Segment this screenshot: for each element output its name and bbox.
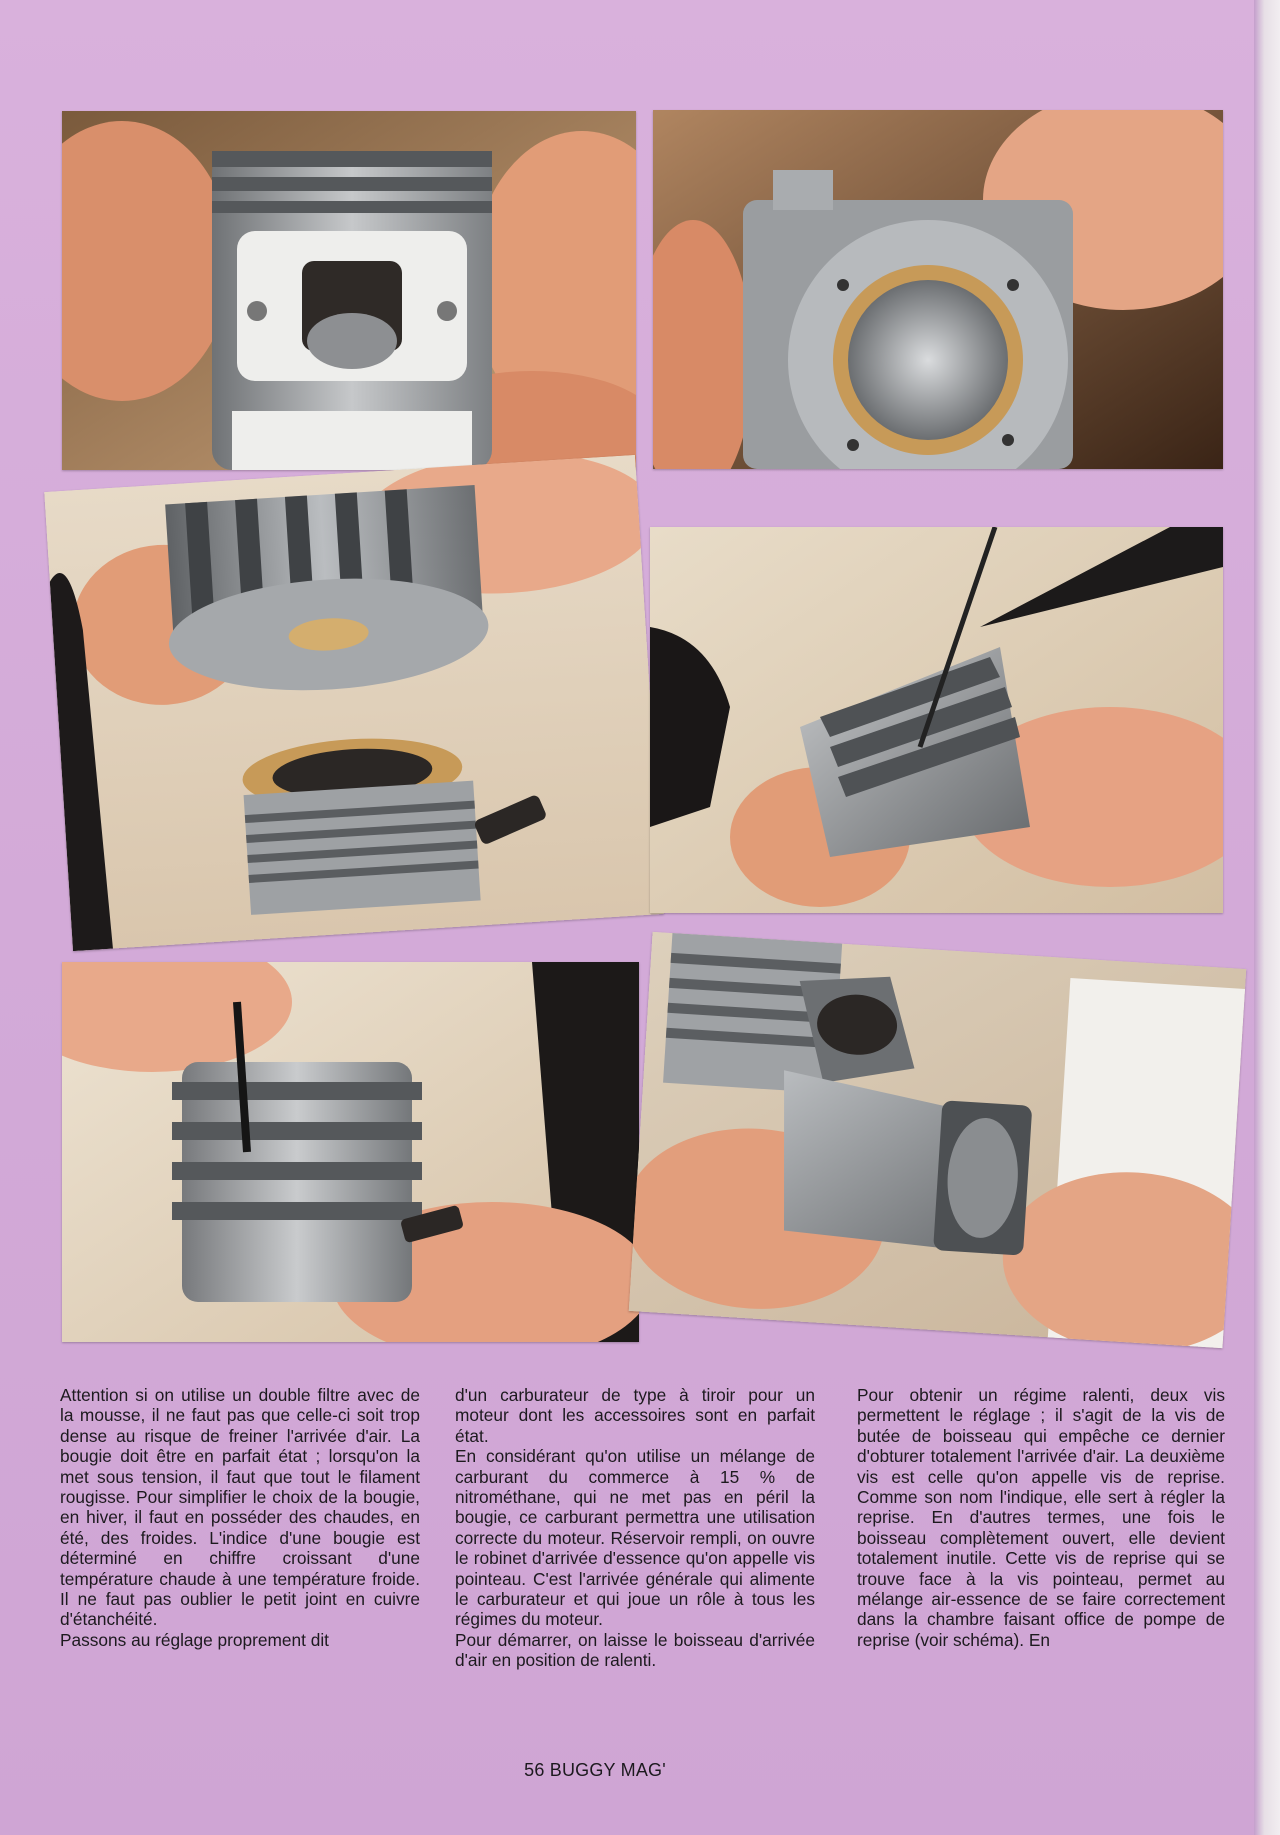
text-column-3 <box>857 1385 1225 1650</box>
photo-head-hex-key <box>62 962 639 1342</box>
paragraph: Pour obtenir un régime ralenti, deux vis permettent le réglage ; il s'agit de la vis de butée de boisseau qui empêche ce dernier d'obturer totalement l'arrivée d'air. La deuxième vis est celle qu'on appelle vis de reprise. Comme son nom l'indique, elle sert à régler la reprise. En d'autres termes, une fois le boisseau complètement ouvert, elle devient totalement inutile. Cette vis de reprise qui se trouve face à la vis pointeau, permet au mélange air-essence de se faire correctement dans la chambre faisant office de pompe de reprise (voir schéma). En <box>857 1385 1225 1650</box>
text-column-2 <box>455 1385 815 1671</box>
page-edge <box>1254 0 1280 1835</box>
photo-head-screwdriver <box>650 527 1223 913</box>
page-number-label: 56 BUGGY MAG' <box>524 1760 666 1780</box>
paragraph: En considérant qu'on utilise un mélange de carburant du commerce à 15 % de nitrométhane, qui ne met pas en péril la bougie, ce carburant permettra une utilisation correcte du moteur. Réservoir rempli, on ouvre le robinet d'arrivée d'essence qu'on appelle vis pointeau. C'est l'arrivée générale qui alimente le carburateur et qui joue un rôle à tous les régimes du moteur. <box>455 1446 815 1630</box>
photo-cylinder-gasket <box>62 111 636 470</box>
photo-head-and-cylinder <box>44 455 664 951</box>
paragraph: Attention si on utilise un double filtre avec de la mousse, il ne faut pas que celle-ci soit trop dense au risque de freiner l'arrivée d'air. La bougie doit être en parfait état ; lorsqu'on la met sous tension, il faut que tout le filament rougisse. Pour simplifier le choix de la bougie, en hiver, il faut en posséder des chaudes, en été, des froides. L'indice d'une bougie est déterminé en chiffre croissant d'une température chaude à une température froide. Il ne faut pas oublier le petit joint en cuivre d'étanchéité. <box>60 1385 420 1630</box>
page-footer <box>0 1760 1280 1781</box>
photo-carburetor-intake <box>629 932 1247 1349</box>
paragraph: d'un carburateur de type à tiroir pour un moteur dont les accessoires sont en parfait état. <box>455 1385 815 1446</box>
paragraph: Pour démarrer, on laisse le boisseau d'arrivée d'air en position de ralenti. <box>455 1629 815 1671</box>
photo-crankcase-liner <box>653 110 1223 469</box>
article-text <box>60 1385 1225 1743</box>
paragraph: Passons au réglage proprement dit <box>60 1629 329 1650</box>
text-column-1 <box>60 1385 420 1650</box>
